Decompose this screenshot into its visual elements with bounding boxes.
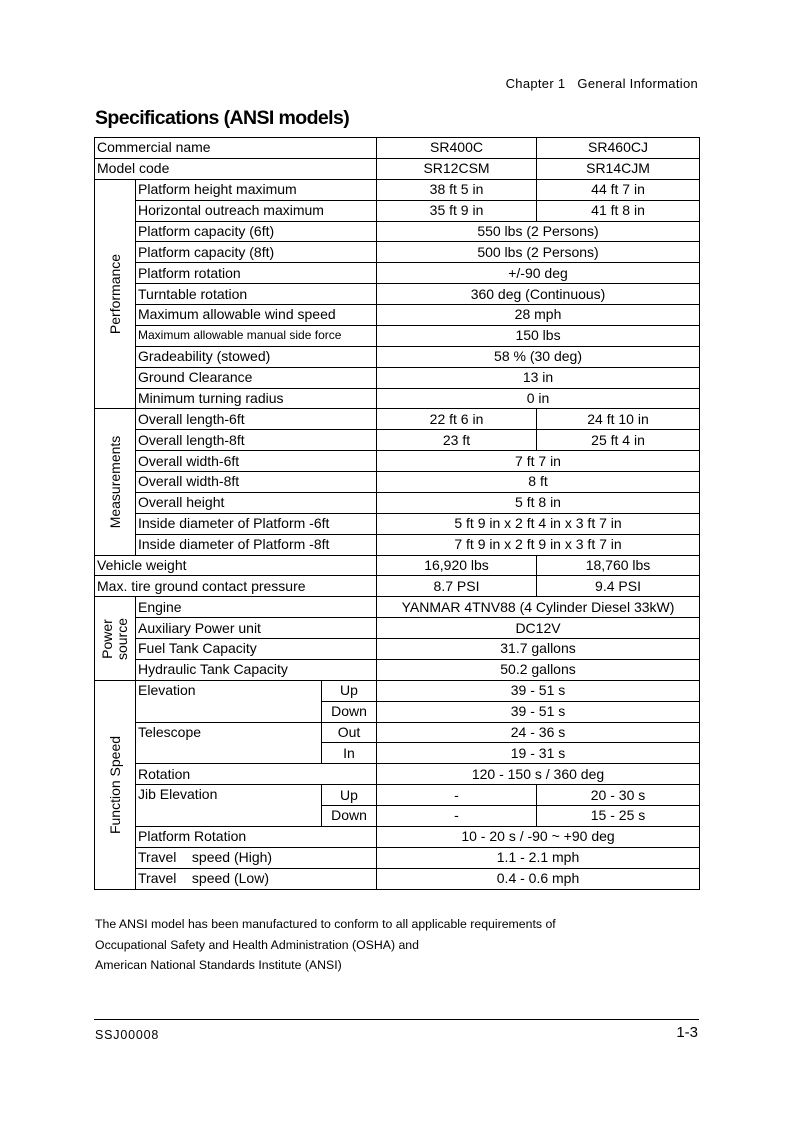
- spec-value: 360 deg (Continuous): [377, 284, 700, 305]
- table-row: [95, 722, 700, 743]
- spec-label: Turntable rotation: [136, 284, 377, 305]
- table-row: [95, 472, 700, 493]
- spec-value: 19 - 31 s: [377, 743, 700, 764]
- table-row: [95, 409, 700, 430]
- table-row: [95, 325, 700, 346]
- spec-value-a: 16,920 lbs: [377, 555, 537, 576]
- spec-value: 13 in: [377, 367, 700, 388]
- chapter-number: Chapter 1: [505, 76, 566, 91]
- spec-value: 58 % (30 deg): [377, 346, 700, 367]
- sub-label: Out: [322, 722, 377, 743]
- spec-value-a: 8.7 PSI: [377, 576, 537, 597]
- commercial-name-label: Commercial name: [95, 138, 377, 159]
- table-row: [95, 346, 700, 367]
- spec-label: Platform capacity (6ft): [136, 221, 377, 242]
- spec-value: 39 - 51 s: [377, 680, 700, 701]
- table-row: [95, 868, 700, 889]
- compliance-note-line: Occupational Safety and Health Administration (OSHA) and: [95, 937, 419, 952]
- performance-group-cell: [95, 179, 136, 409]
- chapter-header: [506, 76, 698, 91]
- table-row: [95, 179, 700, 200]
- spec-value: 500 lbs (2 Persons): [377, 242, 700, 263]
- spec-label: Gradeability (stowed): [136, 346, 377, 367]
- specifications-table: [94, 137, 700, 890]
- spec-value-a: 38 ft 5 in: [377, 179, 537, 200]
- spec-value: 7 ft 9 in x 2 ft 9 in x 3 ft 7 in: [377, 534, 700, 555]
- table-row: [95, 451, 700, 472]
- spec-value: 39 - 51 s: [377, 701, 700, 722]
- spec-label: Jib Elevation: [136, 785, 322, 827]
- spec-label: Max. tire ground contact pressure: [95, 576, 377, 597]
- spec-label: Maximum allowable manual side force: [136, 325, 377, 346]
- spec-value-b: 41 ft 8 in: [537, 200, 700, 221]
- spec-value-b: 15 - 25 s: [537, 806, 700, 827]
- spec-label: Inside diameter of Platform -8ft: [136, 534, 377, 555]
- spec-label: Travel speed (High): [136, 847, 377, 868]
- spec-label: Minimum turning radius: [136, 388, 377, 409]
- power-source-line1: Power: [99, 618, 115, 659]
- spec-label: Telescope: [136, 722, 322, 764]
- table-row-commercial-name: [95, 138, 700, 159]
- spec-value-a: -: [377, 785, 537, 806]
- spec-label: Platform rotation: [136, 263, 377, 284]
- spec-value: DC12V: [377, 618, 700, 639]
- performance-group-label: Performance: [107, 253, 123, 335]
- page-number: 1-3: [676, 1024, 698, 1041]
- spec-value-b: 25 ft 4 in: [537, 430, 700, 451]
- model-code-b: SR14CJM: [537, 158, 700, 179]
- power-source-line2: source: [114, 617, 130, 660]
- spec-label: Inside diameter of Platform -6ft: [136, 513, 377, 534]
- spec-label: Travel speed (Low): [136, 868, 377, 889]
- measurements-group-label: Measurements: [107, 435, 123, 529]
- spec-value: 8 ft: [377, 472, 700, 493]
- power-source-group-label: [100, 617, 130, 659]
- spec-label: Rotation: [136, 764, 377, 785]
- spec-value-a: -: [377, 806, 537, 827]
- compliance-note-line: The ANSI model has been manufactured to conform to all applicable requirements of: [95, 917, 556, 931]
- sub-label: Up: [322, 785, 377, 806]
- table-row: [95, 826, 700, 847]
- table-row: [95, 305, 700, 326]
- table-row: [95, 200, 700, 221]
- sub-label: Down: [322, 806, 377, 827]
- table-row: [95, 764, 700, 785]
- spec-label: Overall width-8ft: [136, 472, 377, 493]
- spec-value: 150 lbs: [377, 325, 700, 346]
- table-row: [95, 388, 700, 409]
- model-code-a: SR12CSM: [377, 158, 537, 179]
- table-row: [95, 492, 700, 513]
- table-row: [95, 534, 700, 555]
- spec-value: 0.4 - 0.6 mph: [377, 868, 700, 889]
- compliance-note-line: American National Standards Institute (ANSI): [95, 958, 342, 972]
- spec-label: Platform Rotation: [136, 826, 377, 847]
- spec-value: 31.7 gallons: [377, 639, 700, 660]
- table-row: [95, 284, 700, 305]
- spec-label: Overall width-6ft: [136, 451, 377, 472]
- document-code: SSJ00008: [95, 1028, 160, 1042]
- spec-value-b: 20 - 30 s: [537, 785, 700, 806]
- table-row: [95, 597, 700, 618]
- spec-label: Engine: [136, 597, 377, 618]
- spec-value-b: 18,760 lbs: [537, 555, 700, 576]
- spec-label: Maximum allowable wind speed: [136, 305, 377, 326]
- sub-label: Down: [322, 701, 377, 722]
- spec-value-a: 22 ft 6 in: [377, 409, 537, 430]
- spec-label: Horizontal outreach maximum: [136, 200, 377, 221]
- spec-value: 1.1 - 2.1 mph: [377, 847, 700, 868]
- spec-label: Overall length-8ft: [136, 430, 377, 451]
- table-row: [95, 367, 700, 388]
- spec-value: 120 - 150 s / 360 deg: [377, 764, 700, 785]
- spec-label: Platform height maximum: [136, 179, 377, 200]
- table-row: [95, 263, 700, 284]
- sub-label: Up: [322, 680, 377, 701]
- spec-value: 28 mph: [377, 305, 700, 326]
- spec-value-b: 24 ft 10 in: [537, 409, 700, 430]
- spec-value: 50.2 gallons: [377, 659, 700, 680]
- page-title: Specifications (ANSI models): [95, 107, 350, 129]
- model-code-label: Model code: [95, 158, 377, 179]
- spec-label: Platform capacity (8ft): [136, 242, 377, 263]
- spec-value: 5 ft 9 in x 2 ft 4 in x 3 ft 7 in: [377, 513, 700, 534]
- spec-label: Overall height: [136, 492, 377, 513]
- spec-label: Auxiliary Power unit: [136, 618, 377, 639]
- spec-value: 550 lbs (2 Persons): [377, 221, 700, 242]
- table-row: [95, 659, 700, 680]
- spec-label: Vehicle weight: [95, 555, 377, 576]
- table-row: [95, 680, 700, 701]
- table-row: [95, 785, 700, 806]
- spec-label: Hydraulic Tank Capacity: [136, 659, 377, 680]
- measurements-group-cell: [95, 409, 136, 555]
- function-speed-group-label: Function Speed: [107, 735, 123, 834]
- table-row: [95, 847, 700, 868]
- chapter-section: General Information: [577, 76, 698, 91]
- commercial-name-sr400c: SR400C: [377, 138, 537, 159]
- spec-value: 24 - 36 s: [377, 722, 700, 743]
- spec-value: 10 - 20 s / -90 ~ +90 deg: [377, 826, 700, 847]
- spec-value: 5 ft 8 in: [377, 492, 700, 513]
- spec-value: +/-90 deg: [377, 263, 700, 284]
- compliance-note: [95, 914, 556, 976]
- spec-value-a: 35 ft 9 in: [377, 200, 537, 221]
- table-row: [95, 430, 700, 451]
- spec-label: Overall length-6ft: [136, 409, 377, 430]
- spec-value: YANMAR 4TNV88 (4 Cylinder Diesel 33kW): [377, 597, 700, 618]
- spec-value-b: 9.4 PSI: [537, 576, 700, 597]
- footer-divider: [94, 1019, 699, 1020]
- spec-value: 7 ft 7 in: [377, 451, 700, 472]
- spec-value-a: 23 ft: [377, 430, 537, 451]
- table-row: [95, 618, 700, 639]
- spec-label: Elevation: [136, 680, 322, 722]
- spec-label: Ground Clearance: [136, 367, 377, 388]
- commercial-name-sr460cj: SR460CJ: [537, 138, 700, 159]
- table-row: [95, 639, 700, 660]
- table-row: [95, 513, 700, 534]
- spec-value-b: 44 ft 7 in: [537, 179, 700, 200]
- power-source-group-cell: [95, 597, 136, 681]
- table-row-model-code: [95, 158, 700, 179]
- table-row: [95, 242, 700, 263]
- table-row-tire-pressure: [95, 576, 700, 597]
- spec-label: Fuel Tank Capacity: [136, 639, 377, 660]
- table-row-vehicle-weight: [95, 555, 700, 576]
- sub-label: In: [322, 743, 377, 764]
- function-speed-group-cell: [95, 680, 136, 889]
- spec-value: 0 in: [377, 388, 700, 409]
- table-row: [95, 221, 700, 242]
